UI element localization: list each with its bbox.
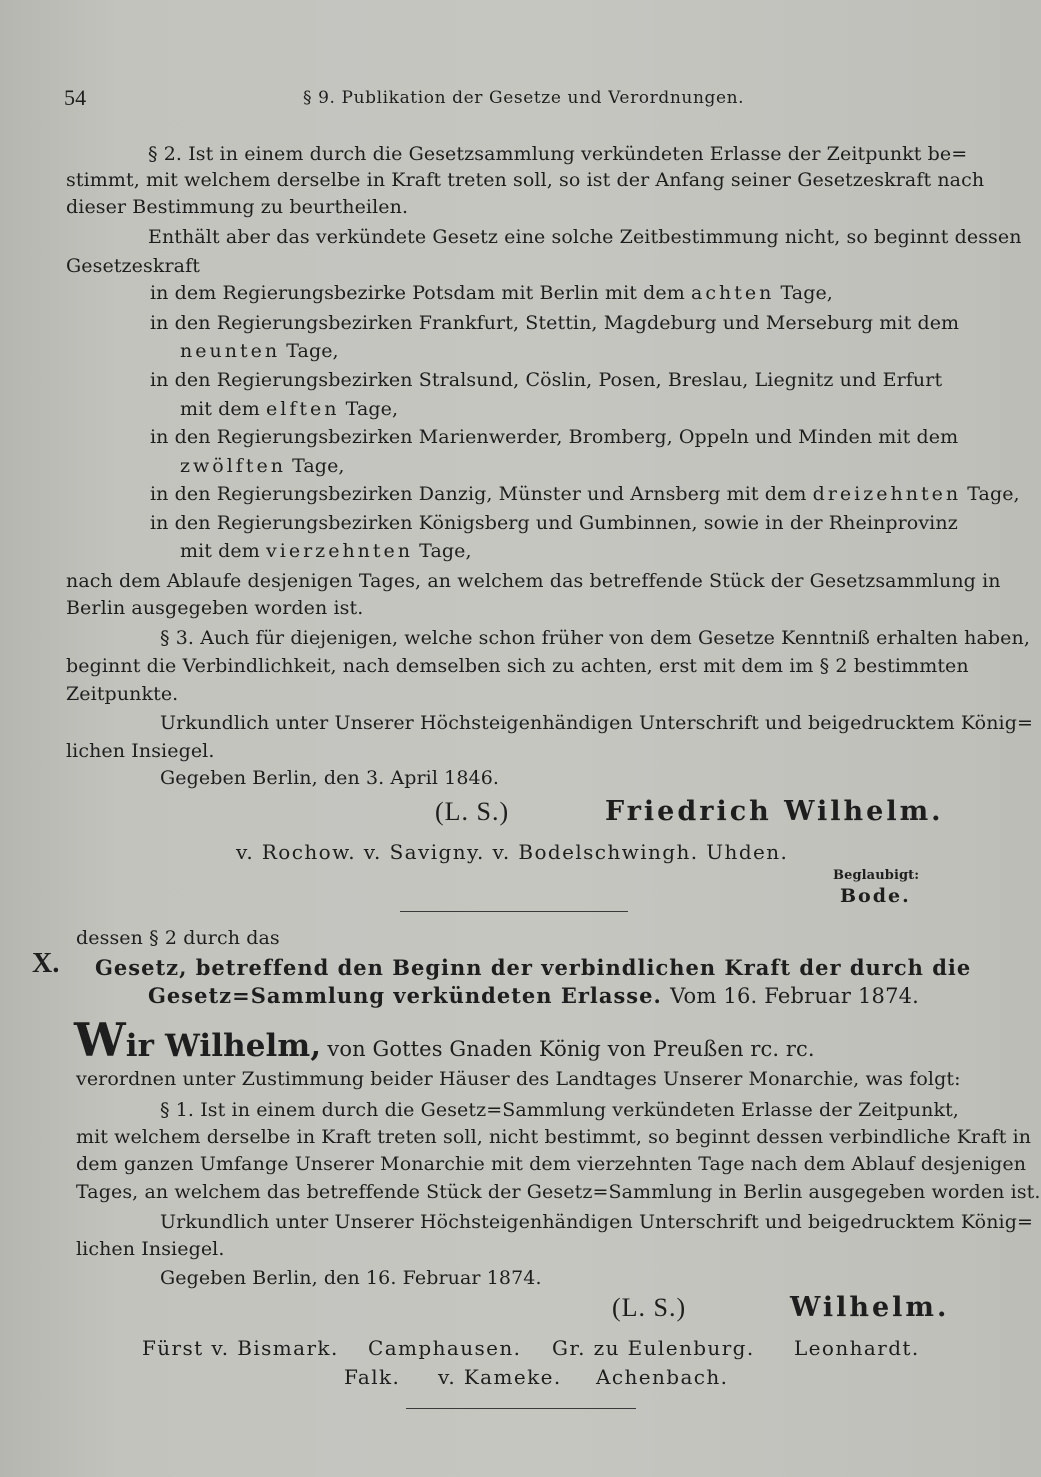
day-word: elften xyxy=(266,398,340,420)
day-suffix: Tage, xyxy=(967,483,1020,505)
ministers: v. Rochow. v. Savigny. v. Bodelschwingh. Uhden. xyxy=(236,840,789,864)
district-list-item xyxy=(150,425,958,449)
district-list-item xyxy=(150,511,958,535)
running-title: § 9. Publikation der Gesetze und Verordnungen. xyxy=(303,88,745,108)
paragraph-nach-line-2: Berlin ausgegeben worden ist. xyxy=(66,597,364,619)
wir-wilhelm: ir Wilhelm, xyxy=(125,1028,322,1064)
minister-name: v. Kameke. xyxy=(438,1365,562,1389)
district-list-item xyxy=(180,539,472,563)
law-title-line-1: Gesetz, betreffend den Beginn der verbindlichen Kraft der durch die xyxy=(95,955,972,980)
district-text: in den Regierungsbezirken Marienwerder, Bromberg, Oppeln und Minden mit dem xyxy=(150,426,959,448)
day-suffix: Tage, xyxy=(286,340,339,362)
signature: Friedrich Wilhelm. xyxy=(605,796,944,827)
paragraph-3-line-2: beginnt die Verbindlichkeit, nach demselben sich zu achten, erst mit dem im § 2 bestimmten xyxy=(66,655,969,677)
minister-name: Camphausen. xyxy=(368,1336,522,1360)
seal-ls-2: (L. S.) xyxy=(612,1293,687,1322)
minister-name: Gr. zu Eulenburg. xyxy=(552,1336,755,1360)
divider-rule xyxy=(406,1408,636,1409)
day-word: vierzehnten xyxy=(266,540,414,562)
urkundlich-line-2: lichen Insiegel. xyxy=(66,740,215,762)
preamble-tail: von Gottes Gnaden König von Preußen rc. rc. xyxy=(327,1037,815,1061)
seal-ls: (L. S.) xyxy=(435,797,510,826)
bridge-text: dessen § 2 durch das xyxy=(76,927,280,949)
paragraph-1-line-4: Tages, an welchem das betreffende Stück der Gesetz=Sammlung in Berlin ausgegeben worden ist. xyxy=(76,1181,1041,1203)
paragraph-3-line-3: Zeitpunkte. xyxy=(66,683,179,705)
day-suffix: Tage, xyxy=(345,398,399,420)
divider-rule xyxy=(400,911,628,912)
page-number: 54 xyxy=(64,85,87,110)
district-text: mit dem xyxy=(180,398,260,420)
day-suffix: Tage, xyxy=(292,455,345,477)
day-word: zwölften xyxy=(180,455,286,477)
paragraph-1-line-3: dem ganzen Umfange Unserer Monarchie mit dem vierzehnten Tage nach dem Ablauf desjenigen xyxy=(76,1153,1027,1175)
section-number: X. xyxy=(32,948,60,979)
district-text: in den Regierungsbezirken Frankfurt, Stettin, Magdeburg und Merseburg mit dem xyxy=(150,312,960,334)
paragraph-3-line-1: § 3. Auch für diejenigen, welche schon früher von dem Gesetze Kenntniß erhalten haben, xyxy=(160,627,1030,649)
urkundlich-line-1: Urkundlich unter Unserer Höchsteigenhändigen Unterschrift und beigedrucktem König= xyxy=(160,712,1034,734)
district-text: in dem Regierungsbezirke Potsdam mit Berlin mit dem xyxy=(150,282,685,304)
district-text: mit dem xyxy=(180,540,260,562)
district-list-item xyxy=(180,454,345,478)
day-suffix: Tage, xyxy=(780,282,833,304)
day-word: neunten xyxy=(180,340,281,362)
district-list-item xyxy=(150,368,942,392)
initial-letter: W xyxy=(74,1013,126,1067)
minister-name: Leonhardt. xyxy=(794,1336,920,1360)
district-list-item xyxy=(180,339,339,363)
district-text: in den Regierungsbezirken Stralsund, Cöslin, Posen, Breslau, Liegnitz und Erfurt xyxy=(150,369,943,391)
certified-name: Bode. xyxy=(840,885,911,907)
minister-name: Falk. xyxy=(344,1365,401,1389)
district-list-item xyxy=(180,397,398,421)
paragraph-2-line-3: dieser Bestimmung zu beurtheilen. xyxy=(66,196,409,218)
law-title-line-2 xyxy=(148,984,919,1008)
law-title-bold: Gesetz=Sammlung verkündeten Erlasse. xyxy=(148,983,662,1008)
district-list-item xyxy=(150,311,959,335)
paragraph-enthaelt-line-2: Gesetzeskraft xyxy=(66,255,200,277)
district-text: in den Regierungsbezirken Königsberg und Gumbinnen, sowie in der Rheinprovinz xyxy=(150,512,958,534)
urkundlich-2-line-2: lichen Insiegel. xyxy=(76,1238,225,1260)
minister-name: Fürst v. Bismark. xyxy=(142,1336,339,1360)
day-word: achten xyxy=(691,282,775,304)
paragraph-enthaelt-line-1: Enthält aber das verkündete Gesetz eine solche Zeitbestimmung nicht, so beginnt dessen xyxy=(148,226,1022,248)
paragraph-2-line-2: stimmt, mit welchem derselbe in Kraft treten soll, so ist der Anfang seiner Gesetzeskraft nach xyxy=(66,169,985,191)
day-suffix: Tage, xyxy=(419,540,472,562)
district-list-item xyxy=(150,482,1020,506)
urkundlich-2-line-1: Urkundlich unter Unserer Höchsteigenhändigen Unterschrift und beigedrucktem König= xyxy=(160,1211,1034,1233)
paragraph-1-line-1: § 1. Ist in einem durch die Gesetz=Sammlung verkündeten Erlasse der Zeitpunkt, xyxy=(160,1099,959,1121)
paragraph-1-line-2: mit welchem derselbe in Kraft treten soll, nicht bestimmt, so beginnt dessen verbindliche Kraft in xyxy=(76,1126,1032,1148)
paragraph-2-line-1: § 2. Ist in einem durch die Gesetzsammlung verkündeten Erlasse der Zeitpunkt be= xyxy=(148,143,968,165)
signature-2: Wilhelm. xyxy=(790,1292,950,1323)
given-date-2: Gegeben Berlin, den 16. Februar 1874. xyxy=(160,1267,542,1289)
law-date: Vom 16. Februar 1874. xyxy=(670,984,920,1008)
given-date: Gegeben Berlin, den 3. April 1846. xyxy=(160,767,500,789)
minister-name: Achenbach. xyxy=(596,1365,729,1389)
day-word: dreizehnten xyxy=(812,483,962,505)
district-list-item xyxy=(150,281,833,305)
paragraph-nach-line-1: nach dem Ablaufe desjenigen Tages, an welchem das betreffende Stück der Gesetzsammlung in xyxy=(66,570,1001,592)
district-text: in den Regierungsbezirken Danzig, Münster und Arnsberg mit dem xyxy=(150,483,807,505)
verordnen-line: verordnen unter Zustimmung beider Häuser des Landtages Unserer Monarchie, was folgt: xyxy=(76,1068,961,1090)
certified-label: Beglaubigt: xyxy=(833,868,920,883)
